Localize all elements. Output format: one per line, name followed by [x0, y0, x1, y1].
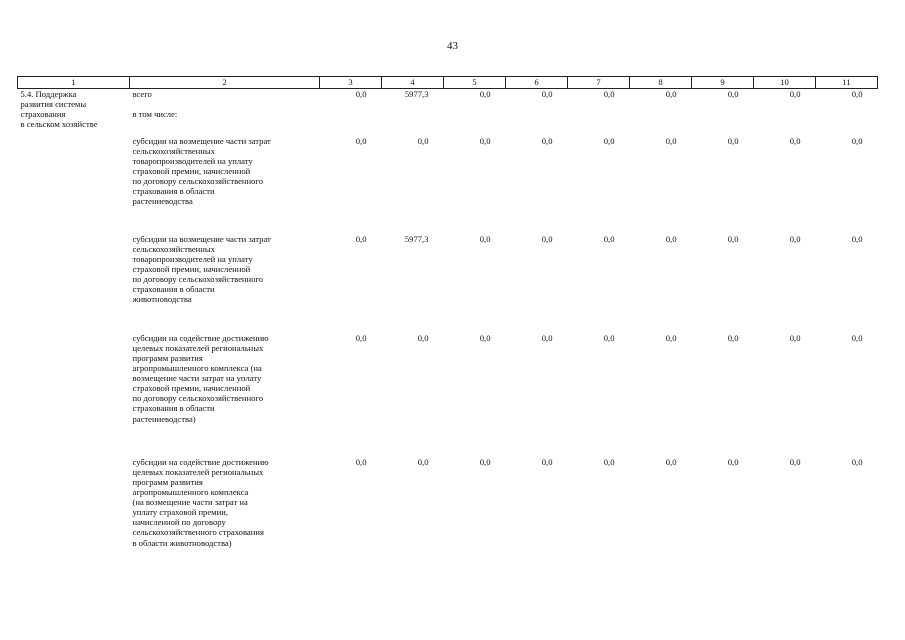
section-name-cell — [18, 89, 130, 569]
row-description: в том числе: — [132, 108, 178, 119]
page-number: 43 — [447, 40, 458, 52]
value-cell: 0,0 — [665, 456, 677, 467]
budget-table — [17, 76, 878, 569]
value-cell: 0,0 — [417, 456, 429, 467]
row-description: субсидии на возмещение части затрат сельскохозяйственных товаропроизводителей на уплату страховой премии, начисленной по договору сельскохозяйственного страхования в области животноводства — [132, 233, 271, 305]
value-cell: 5977,3 — [404, 233, 429, 244]
value-cell: 0,0 — [417, 135, 429, 146]
value-cell: 0,0 — [603, 456, 615, 467]
column-header: 3 — [320, 77, 382, 89]
value-cell: 0,0 — [665, 89, 677, 99]
column-header: 7 — [568, 77, 630, 89]
value-cell: 0,0 — [479, 233, 491, 244]
table-row — [18, 234, 878, 333]
value-cell: 0,0 — [665, 135, 677, 146]
value-cell: 0,0 — [479, 135, 491, 146]
value-cell: 0,0 — [851, 135, 863, 146]
value-cell: 0,0 — [851, 332, 863, 343]
column-header: 8 — [630, 77, 692, 89]
column-header: 10 — [754, 77, 816, 89]
column-header: 2 — [130, 77, 320, 89]
value-cell: 0,0 — [789, 456, 801, 467]
value-cell: 5977,3 — [404, 89, 429, 99]
column-header: 1 — [18, 77, 130, 89]
value-cell: 0,0 — [727, 332, 739, 343]
section-name: 5.4. Поддержка развития системы страхования в сельском хозяйстве — [20, 89, 98, 130]
row-description: субсидии на содействие достижению целевых показателей региональных программ развития агропромышленного комплекса (на возмещение части затрат на уплату страховой премии, начисленной по договору сельскохозяйственного страхования в области животноводства) — [132, 456, 269, 548]
value-cell: 0,0 — [479, 456, 491, 467]
value-cell: 0,0 — [727, 135, 739, 146]
value-cell: 0,0 — [851, 456, 863, 467]
value-cell: 0,0 — [727, 456, 739, 467]
value-cell: 0,0 — [603, 89, 615, 99]
value-cell: 0,0 — [789, 233, 801, 244]
value-cell: 0,0 — [417, 332, 429, 343]
column-header: 6 — [506, 77, 568, 89]
value-cell: 0,0 — [355, 135, 367, 146]
value-cell: 0,0 — [541, 135, 553, 146]
table-row — [18, 89, 878, 109]
row-description: субсидии на возмещение части затрат сельскохозяйственных товаропроизводителей на уплату страховой премии, начисленной по договору сельскохозяйственного страхования в области растениеводства — [132, 135, 271, 207]
column-header: 9 — [692, 77, 754, 89]
value-cell: 0,0 — [541, 332, 553, 343]
table-row — [18, 136, 878, 234]
value-cell: 0,0 — [355, 233, 367, 244]
value-cell: 0,0 — [541, 233, 553, 244]
value-cell: 0,0 — [603, 233, 615, 244]
value-cell: 0,0 — [603, 135, 615, 146]
value-cell: 0,0 — [789, 332, 801, 343]
value-cell: 0,0 — [727, 89, 739, 99]
value-cell: 0,0 — [789, 89, 801, 99]
value-cell: 0,0 — [727, 233, 739, 244]
table-row — [18, 109, 878, 136]
column-number-header-row — [18, 77, 878, 89]
column-header: 4 — [382, 77, 444, 89]
value-cell: 0,0 — [851, 89, 863, 99]
column-header: 11 — [816, 77, 878, 89]
value-cell: 0,0 — [541, 89, 553, 99]
value-cell: 0,0 — [603, 332, 615, 343]
table-row — [18, 457, 878, 569]
value-cell: 0,0 — [851, 233, 863, 244]
row-description: всего — [132, 89, 152, 99]
table-row — [18, 333, 878, 457]
value-cell: 0,0 — [541, 456, 553, 467]
value-cell: 0,0 — [789, 135, 801, 146]
value-cell: 0,0 — [355, 89, 367, 99]
column-header: 5 — [444, 77, 506, 89]
value-cell: 0,0 — [479, 332, 491, 343]
value-cell: 0,0 — [479, 89, 491, 99]
row-description: субсидии на содействие достижению целевых показателей региональных программ развития агропромышленного комплекса (на возмещение части затрат на уплату страховой премии, начисленной по договору сельскохозяйственного страхования в области растениеводства) — [132, 332, 269, 424]
value-cell: 0,0 — [665, 332, 677, 343]
value-cell: 0,0 — [665, 233, 677, 244]
value-cell: 0,0 — [355, 456, 367, 467]
value-cell: 0,0 — [355, 332, 367, 343]
